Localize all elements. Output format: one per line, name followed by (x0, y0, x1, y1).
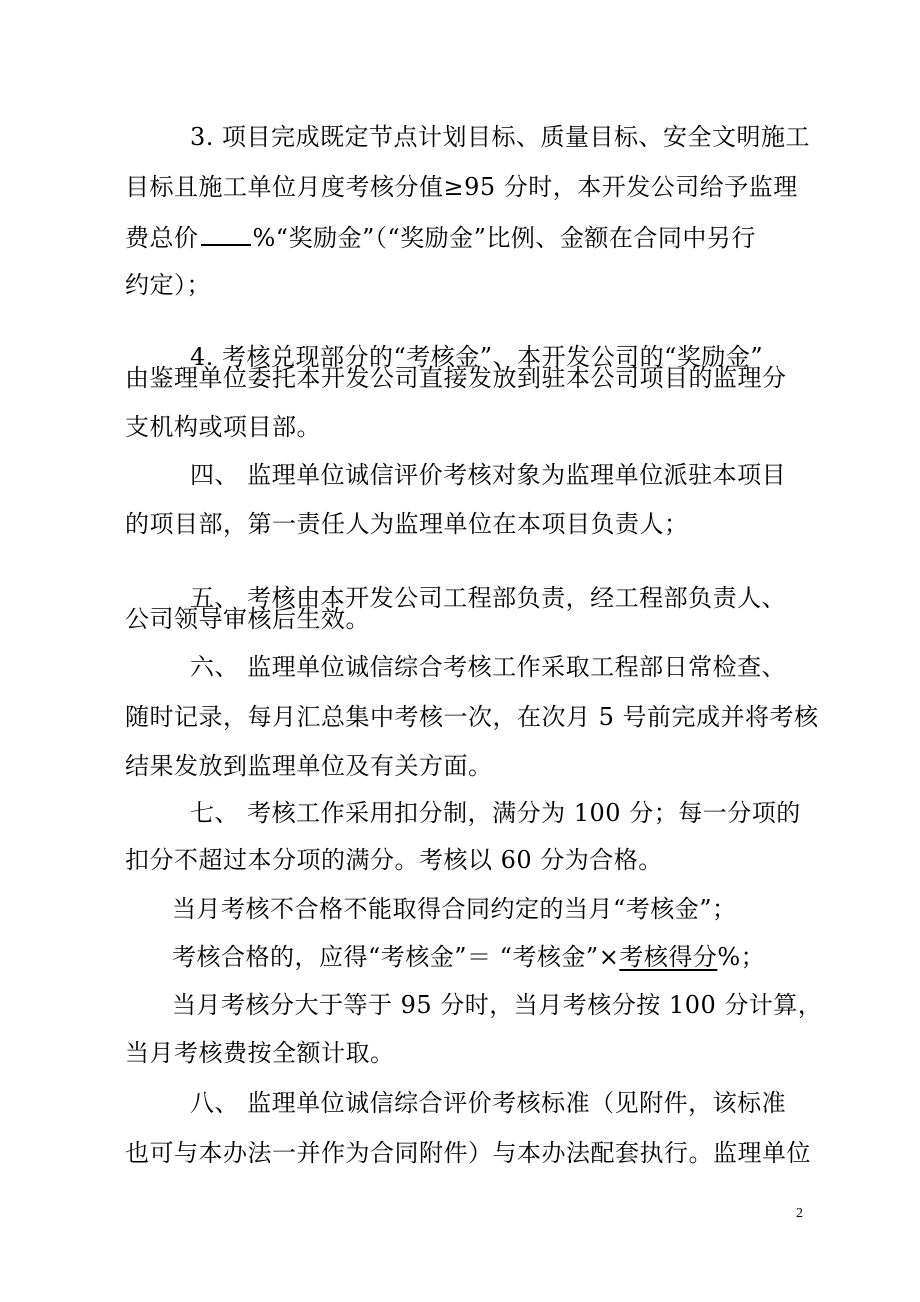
text-line: 随时记录，每月汇总集中考核一次，在次月 5 号前完成并将考核 (125, 703, 819, 731)
text-line: 4. 考核兑现部分的“考核金”、本开发公司的“奖励金” (190, 343, 764, 371)
text-line (172, 942, 765, 972)
text-line: 五、 考核由本开发公司工程部负责，经工程部负责人、 (190, 584, 787, 612)
text-line: 四、 监理单位诚信评价考核对象为监理单位派驻本项目 (190, 461, 787, 489)
text-line: 由鉴理单位委托本开发公司直接发放到驻本公司项目的监理分 (125, 364, 787, 392)
fill-in-blank (201, 222, 251, 246)
page-number: 2 (796, 1206, 803, 1221)
text-segment: 考核合格的，应得“考核金”＝ “考核金”× (172, 943, 620, 971)
underlined-text: 考核得分 (619, 943, 718, 971)
text-line: 当月考核分大于等于 95 分时，当月考核分按 100 分计算， (172, 991, 823, 1019)
text-line: 七、 考核工作采用扣分制，满分为 100 分；每一分项的 (190, 799, 801, 827)
text-line: 当月考核不合格不能取得合同约定的当月“考核金”； (172, 895, 737, 923)
text-line: 的项目部，第一责任人为监理单位在本项目负责人； (125, 510, 689, 538)
text-line: 公司领导审核后生效。 (125, 605, 370, 633)
text-line: 约定）； (125, 271, 211, 299)
text-segment: %； (717, 943, 766, 971)
text-line: 扣分不超过本分项的满分。考核以 60 分为合格。 (125, 846, 663, 874)
text-line: 结果发放到监理单位及有关方面。 (125, 752, 493, 780)
text-line (125, 222, 756, 253)
text-line: 目标且施工单位月度考核分值≥95 分时，本开发公司给予监理 (125, 173, 798, 201)
text-line: 六、 监理单位诚信综合考核工作采取工程部日常检查、 (190, 653, 787, 681)
text-line: 3. 项目完成既定节点计划目标、质量目标、安全文明施工 (190, 123, 811, 151)
text-line: 也可与本办法一并作为合同附件）与本办法配套执行。监理单位 (125, 1139, 811, 1167)
text-line: 当月考核费按全额计取。 (125, 1039, 395, 1067)
text-line: 支机构或项目部。 (125, 413, 321, 441)
text-segment: %“奖励金”（“奖励金”比例、金额在合同中另行 (252, 224, 756, 252)
text-segment: 费总价 (125, 224, 199, 252)
text-line: 八、 监理单位诚信综合评价考核标准（见附件，该标准 (190, 1089, 787, 1117)
